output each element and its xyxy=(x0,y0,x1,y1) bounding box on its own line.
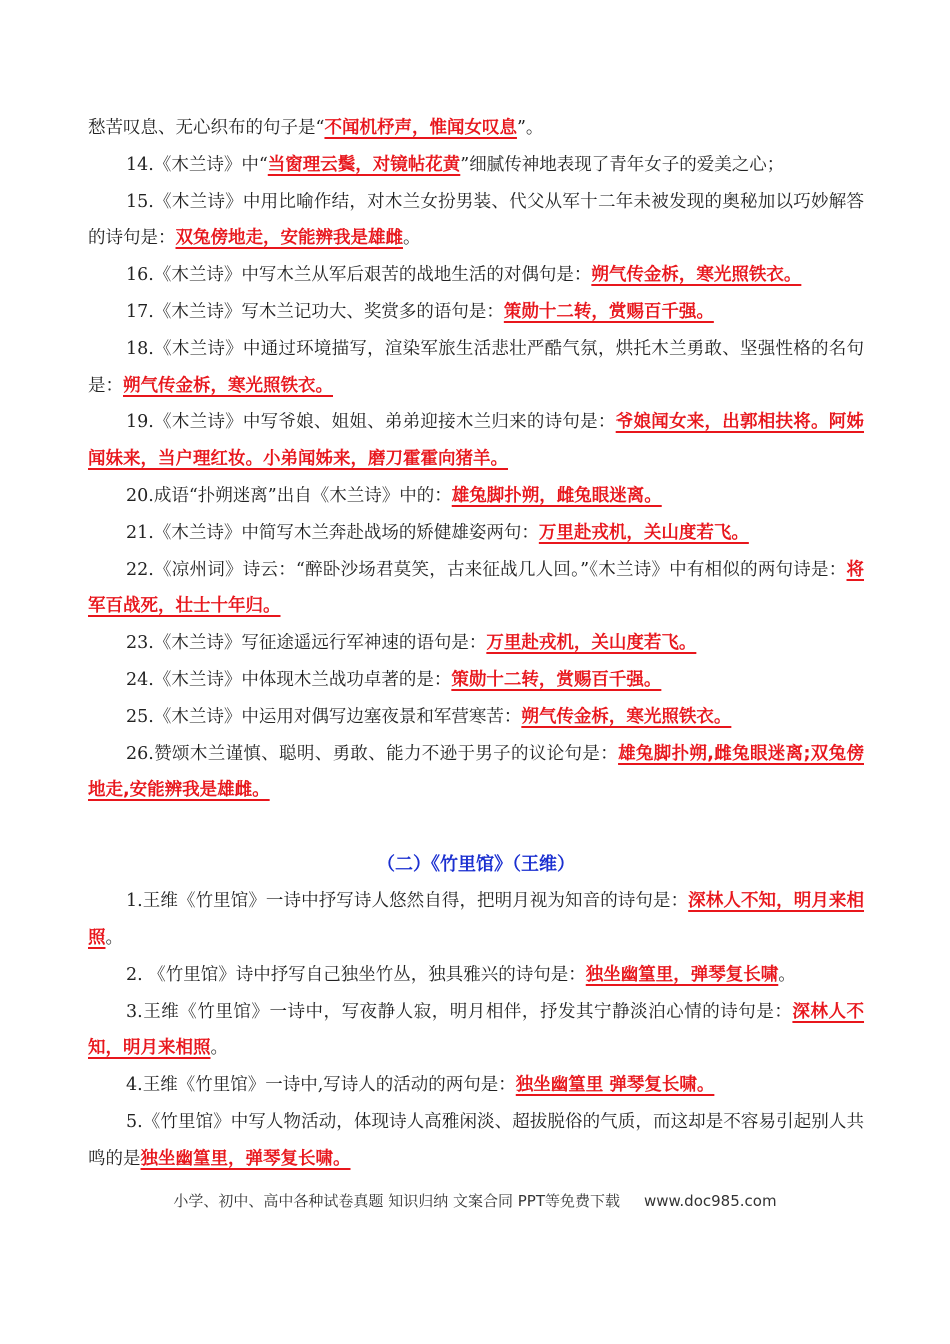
question-line: 4.王维《竹里馆》一诗中,写诗人的活动的两句是：独坐幽篁里 弹琴复长啸。 xyxy=(126,1075,715,1096)
answer-text: 雄兔脚扑朔,雌兔眼迷离;双兔傍地走,安能辨我是雄雌。 xyxy=(88,743,864,801)
answer-text: 朔气传金柝，寒光照铁衣。 xyxy=(591,265,802,286)
answer-text: 双兔傍地走，安能辨我是雄雌 xyxy=(175,228,403,249)
question-line: 2. 《竹里馆》诗中抒写自己独坐竹丛，独具雅兴的诗句是：独坐幽篁里，弹琴复长啸。 xyxy=(126,964,796,985)
question-line: 24.《木兰诗》中体现木兰战功卓著的是：策勋十二转，赏赐百千强。 xyxy=(126,669,662,690)
footer-text: 小学、初中、高中各种试卷真题 知识归纳 文案合同 PPT等免费下载 xyxy=(173,1192,620,1210)
question-line: 21.《木兰诗》中简写木兰奔赴战场的矫健雄姿两句：万里赴戎机，关山度若飞。 xyxy=(126,522,749,543)
question-line: 16.《木兰诗》中写木兰从军后艰苦的战地生活的对偶句是：朔气传金柝，寒光照铁衣。 xyxy=(126,265,802,286)
answer-text: 策勋十二转，赏赐百千强。 xyxy=(451,669,662,690)
answer-text: 独坐幽篁里，弹琴复长啸 xyxy=(585,964,779,985)
answer-text: 将军百战死，壮士十年归。 xyxy=(88,559,864,617)
answer-text: 策勋十二转，赏赐百千强。 xyxy=(503,301,714,322)
question-line: 22.《凉州词》诗云：“醉卧沙场君莫笑，古来征战几人回。”《木兰诗》中有相似的两句诗是：将军百战死，壮士十年归。 xyxy=(88,559,864,617)
document-content xyxy=(88,110,864,1178)
page-footer xyxy=(0,1190,950,1211)
question-line: 1.王维《竹里馆》一诗中抒写诗人悠然自得，把明月视为知音的诗句是：深林人不知，明月来相照。 xyxy=(88,891,865,948)
answer-text: 深林人不知，明月来相照 xyxy=(88,1001,865,1059)
footer-link[interactable]: www.doc985.com xyxy=(643,1192,777,1210)
question-line: 17.《木兰诗》写木兰记功大、奖赏多的语句是：策勋十二转，赏赐百千强。 xyxy=(126,301,714,322)
question-line: 19.《木兰诗》中写爷娘、姐姐、弟弟迎接木兰归来的诗句是：爷娘闻女来，出郭相扶将。阿姊闻妹来，当户理红妆。小弟闻姊来，磨刀霍霍向猪羊。 xyxy=(88,412,864,470)
answer-text: 朔气传金柝，寒光照铁衣。 xyxy=(123,375,333,396)
answer-text: 不闻机杼声，惟闻女叹息 xyxy=(324,118,517,138)
question-line: 23.《木兰诗》写征途遥远行军神速的语句是：万里赴戎机，关山度若飞。 xyxy=(126,633,697,654)
question-line: 愁苦叹息、无心织布的句子是“不闻机杼声，惟闻女叹息”。 xyxy=(88,118,544,138)
question-line: 5.《竹里馆》中写人物活动，体现诗人高雅闲淡、超拔脱俗的气质，而这却是不容易引起别人共鸣的是独坐幽篁里，弹琴复长啸。 xyxy=(88,1111,864,1169)
answer-text: 深林人不知，明月来相照 xyxy=(88,891,865,948)
question-line: 18.《木兰诗》中通过环境描写，渲染军旅生活悲壮严酷气氛，烘托木兰勇敢、坚强性格的名句是：朔气传金柝，寒光照铁衣。 xyxy=(88,338,864,396)
section-title: （二）《竹里馆》（王维） xyxy=(377,854,575,876)
answer-text: 当窗理云鬓，对镜帖花黄 xyxy=(267,154,461,175)
question-line: 26.赞颂木兰谨慎、聪明、勇敢、能力不逊于男子的议论句是：雄兔脚扑朔,雌兔眼迷离;双兔傍地走,安能辨我是雄雌。 xyxy=(88,743,864,801)
question-line: 3.王维《竹里馆》一诗中，写夜静人寂，明月相伴，抒发其宁静淡泊心情的诗句是：深林人不知，明月来相照。 xyxy=(88,1001,865,1059)
answer-text: 万里赴戎机，关山度若飞。 xyxy=(538,522,749,543)
question-line: 25.《木兰诗》中运用对偶写边塞夜景和军营寒苦：朔气传金柝，寒光照铁衣。 xyxy=(126,706,732,727)
question-line: 20.成语“扑朔迷离”出自《木兰诗》中的：雄兔脚扑朔，雌兔眼迷离。 xyxy=(126,485,662,506)
answer-text: 朔气传金柝，寒光照铁衣。 xyxy=(521,706,732,727)
question-line: 14.《木兰诗》中“当窗理云鬓，对镜帖花黄”细腻传神地表现了青年女子的爱美之心； xyxy=(126,154,785,175)
answer-text: 万里赴戎机，关山度若飞。 xyxy=(486,633,697,654)
question-line: 15.《木兰诗》中用比喻作结，对木兰女扮男装、代父从军十二年未被发现的奥秘加以巧妙解答的诗句是：双兔傍地走，安能辨我是雄雌。 xyxy=(88,191,864,249)
answer-text: 独坐幽篁里 弹琴复长啸。 xyxy=(515,1075,715,1096)
answer-text: 雄兔脚扑朔，雌兔眼迷离。 xyxy=(451,485,662,506)
answer-text: 独坐幽篁里，弹琴复长啸。 xyxy=(140,1148,351,1169)
answer-text: 爷娘闻女来，出郭相扶将。阿姊闻妹来，当户理红妆。小弟闻姊来，磨刀霍霍向猪羊。 xyxy=(88,412,864,470)
